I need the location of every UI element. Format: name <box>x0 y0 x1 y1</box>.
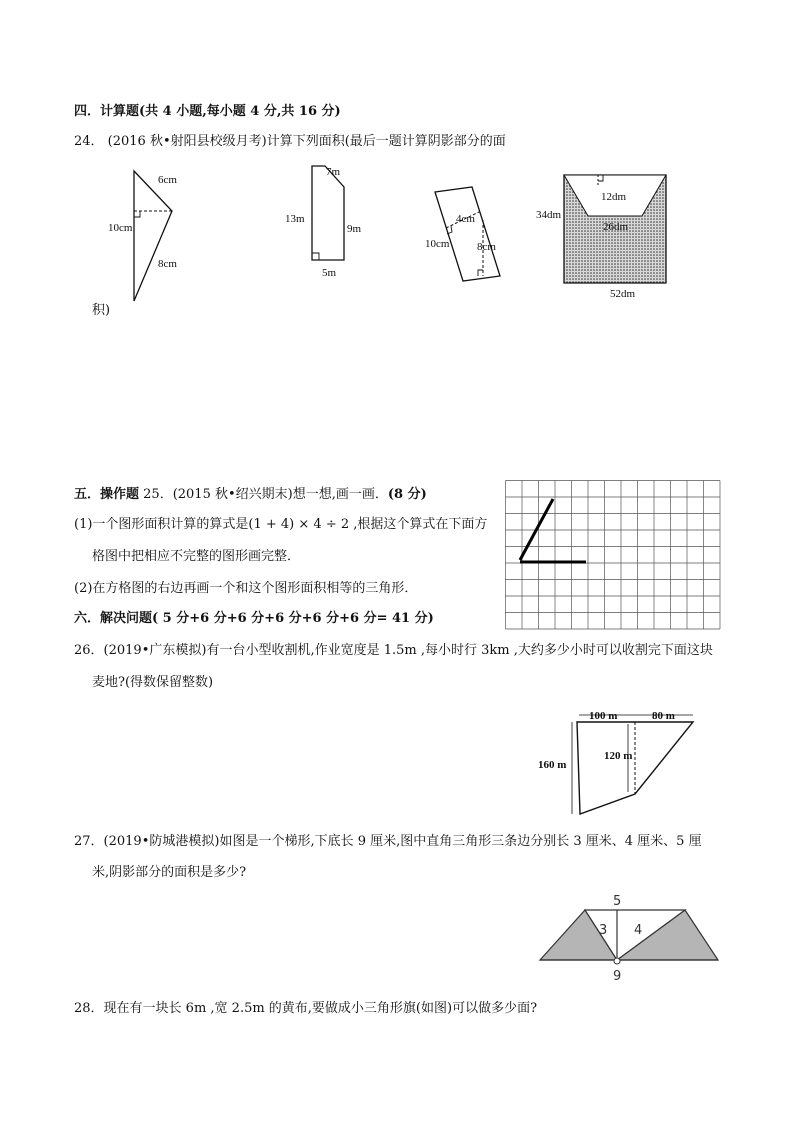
question-27-text-a: 27．(2019•防城港模拟)如图是一个梯形,下底长 9 厘米,图中直角三角形三条边分别长 3 厘米、4 厘米、5 厘 <box>74 834 702 849</box>
fig27-label-d: 9 <box>613 969 622 984</box>
fig26-label-1: 100 m <box>589 710 618 722</box>
fig1-label-a: 6cm <box>158 174 177 186</box>
fig27-label-c: 4 <box>634 923 643 938</box>
fig1-label-b: 10cm <box>108 222 133 234</box>
fig26-label-2: 80 m <box>652 710 675 722</box>
question-25-part2: (2)在方格图的右边再画一个和这个图形面积相等的三角形． <box>74 581 418 596</box>
figure-triangle <box>100 165 190 305</box>
question-27-text-b: 米,阴影部分的面积是多少? <box>92 865 247 880</box>
fig2-label-right: 9m <box>347 223 362 235</box>
section-6-heading: 六．解决问题( 5 分+6 分+6 分+6 分+6 分+6 分= 41 分) <box>74 611 434 626</box>
fig4-label-top: 12dm <box>601 191 627 203</box>
figure-field <box>535 702 725 822</box>
fig1-label-c: 8cm <box>158 258 177 270</box>
square-grid <box>505 480 727 628</box>
question-26-text-b: 麦地?(得数保留整数) <box>92 675 214 690</box>
fig3-label-side: 10cm <box>425 238 450 250</box>
figure-shaded-region <box>530 170 680 300</box>
question-25-score: (8 分) <box>387 487 427 502</box>
question-28-text: 28．现在有一块长 6m ,宽 2.5m 的黄布,要做成小三角形旗(如图)可以做多少面? <box>74 1001 538 1016</box>
fig27-label-b: 3 <box>599 923 608 938</box>
figure-trapezoid-shaded <box>535 890 725 985</box>
fig2-label-bottom: 5m <box>322 267 337 279</box>
section-5-heading: 五．操作题 <box>74 487 140 502</box>
fig2-label-top: 7m <box>326 166 341 178</box>
fig4-label-bottom: 52dm <box>610 288 636 300</box>
section-4-heading: 四．计算题(共 4 小题,每小题 4 分,共 16 分) <box>74 104 341 119</box>
figure-trapezoid <box>280 160 370 285</box>
question-25-part1b: 格图中把相应不完整的图形画完整． <box>92 549 301 564</box>
fig27-label-a: 5 <box>613 894 622 909</box>
fig3-label-h: 4cm <box>456 213 475 225</box>
fig2-label-left: 13m <box>285 213 305 225</box>
fig26-label-4: 160 m <box>538 759 567 771</box>
figure-parallelogram <box>420 180 510 285</box>
fig4-label-left: 34dm <box>536 209 562 221</box>
question-25-line <box>74 486 427 504</box>
question-24-text: 24． (2016 秋•射阳县校级月考)计算下列面积(最后一题计算阴影部分的面 <box>74 134 506 149</box>
question-25-head: 25．(2015 秋•绍兴期末)想一想,画一画． <box>143 487 388 502</box>
fig26-label-3: 120 m <box>604 750 633 762</box>
fig4-label-mid: 26dm <box>603 221 629 233</box>
question-25-part1a: (1)一个图形面积计算的算式是(1 + 4) × 4 ÷ 2 ,根据这个算式在下面方 <box>74 517 488 532</box>
question-26-text-a: 26．(2019•广东模拟)有一台小型收割机,作业宽度是 1.5m ,每小时行 3km ,大约多少小时可以收割完下面这块 <box>74 643 713 658</box>
question-24-tail: 积) <box>92 303 111 318</box>
fig3-label-base: 8cm <box>477 241 496 253</box>
